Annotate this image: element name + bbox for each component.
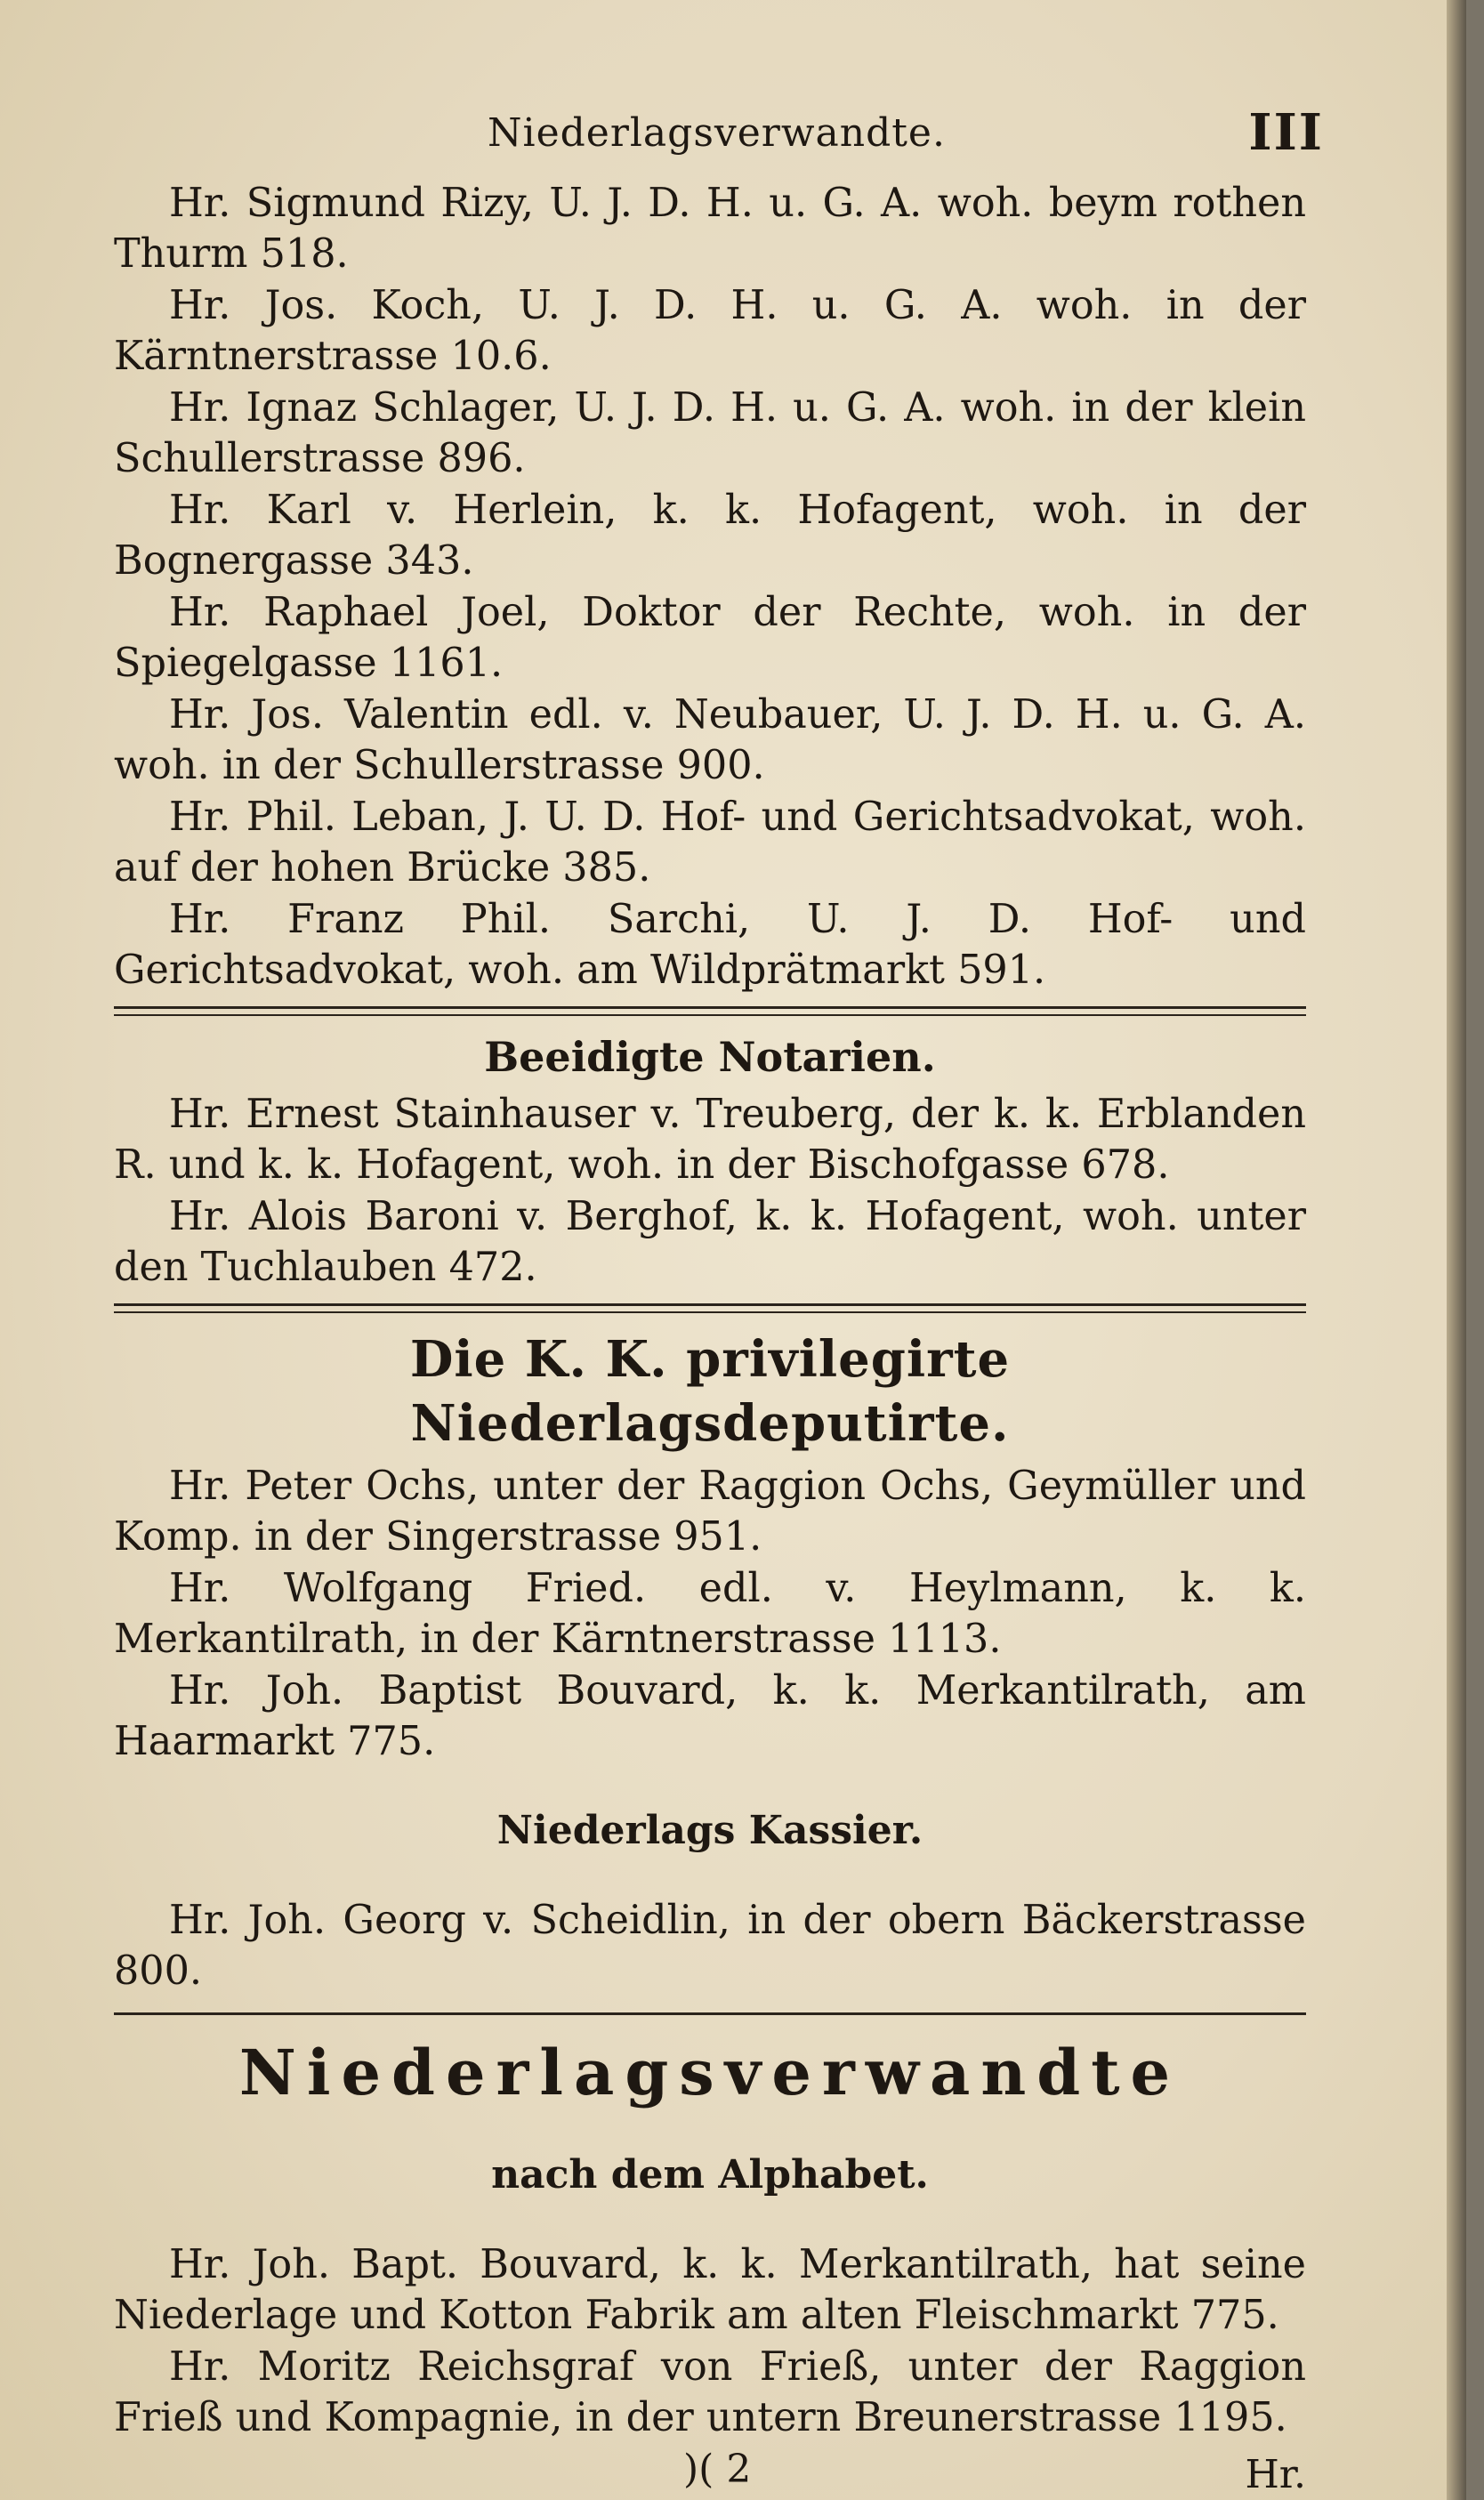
running-title: Niederlagsverwandte. <box>488 110 946 156</box>
list-entry: Hr. Ignaz Schlager, U. J. D. H. u. G. A. woh. in der klein Schullerstrasse 896. <box>114 385 1306 481</box>
list-entry: Hr. Raphael Joel, Doktor der Rechte, woh. in der Spiegelgasse 1161. <box>114 590 1306 686</box>
list-entry: Hr. Joh. Georg v. Scheidlin, in der obern Bäckerstrasse 800. <box>114 1898 1306 1994</box>
list-entry: Hr. Phil. Leban, J. U. D. Hof- und Gerichtsadvokat, woh. auf der hohen Brücke 385. <box>114 794 1306 891</box>
section-divider <box>114 1006 1306 1016</box>
list-entry: Hr. Peter Ochs, unter der Raggion Ochs, Geymüller und Komp. in der Singerstrasse 951. <box>114 1464 1306 1560</box>
list-entry: Hr. Joh. Baptist Bouvard, k. k. Merkantilrath, am Haarmarkt 775. <box>114 1668 1306 1764</box>
section-heading: Beeidigte Notarien. <box>484 1033 936 1081</box>
catchword: Hr. <box>1245 2452 1306 2497</box>
list-entry: Hr. Moritz Reichsgraf von Frieß, unter der Raggion Frieß und Kompagnie, in der untern Breunerstrasse 1195. <box>114 2344 1306 2440</box>
advocates-section <box>114 178 1306 996</box>
list-entry: Hr. Joh. Bapt. Bouvard, k. k. Merkantilrath, hat seine Niederlage und Kotton Fabrik am alten Fleischmarkt 775. <box>114 2242 1306 2338</box>
page-content <box>114 98 1324 2500</box>
list-entry: Hr. Karl v. Herlein, k. k. Hofagent, woh. in der Bognergasse 343. <box>114 488 1306 584</box>
section-heading: Niederlagsverwandte <box>238 2036 1182 2109</box>
page-edge <box>1447 0 1466 2500</box>
subheading: nach dem Alphabet. <box>491 2152 929 2198</box>
subheading: Niederlags Kassier. <box>496 1808 923 1853</box>
deputies-section <box>114 1327 1306 1996</box>
list-entry: Hr. Ernest Stainhauser v. Treuberg, der k. k. Erblanden R. und k. k. Hofagent, woh. in der Bischofgasse 678. <box>114 1092 1306 1188</box>
section-divider <box>114 1303 1306 1313</box>
running-head <box>114 98 1324 178</box>
page-footer <box>114 2447 1306 2500</box>
section-heading: Die K. K. privilegirte Niederlagsdeputirte. <box>409 1330 1011 1453</box>
list-entry: Hr. Jos. Valentin edl. v. Neubauer, U. J. D. H. u. G. A. woh. in der Schullerstrasse 900. <box>114 692 1306 788</box>
notaries-section <box>114 1030 1306 1293</box>
signature-mark: )( 2 <box>683 2447 752 2492</box>
list-entry: Hr. Franz Phil. Sarchi, U. J. D. Hof- und Gerichtsadvokat, woh. am Wildprätmarkt 591. <box>114 897 1306 993</box>
page-number: III <box>1248 103 1324 162</box>
alphabetical-section <box>114 2035 1306 2443</box>
list-entry: Hr. Sigmund Rizy, U. J. D. H. u. G. A. woh. beym rothen Thurm 518. <box>114 181 1306 277</box>
list-entry: Hr. Jos. Koch, U. J. D. H. u. G. A. woh. in der Kärntnerstrasse 10.6. <box>114 283 1306 379</box>
list-entry: Hr. Wolfgang Fried. edl. v. Heylmann, k. k. Merkantilrath, in der Kärntnerstrasse 1113. <box>114 1566 1306 1662</box>
list-entry: Hr. Alois Baroni v. Berghof, k. k. Hofagent, woh. unter den Tuchlauben 472. <box>114 1194 1306 1290</box>
section-divider <box>114 2012 1306 2015</box>
